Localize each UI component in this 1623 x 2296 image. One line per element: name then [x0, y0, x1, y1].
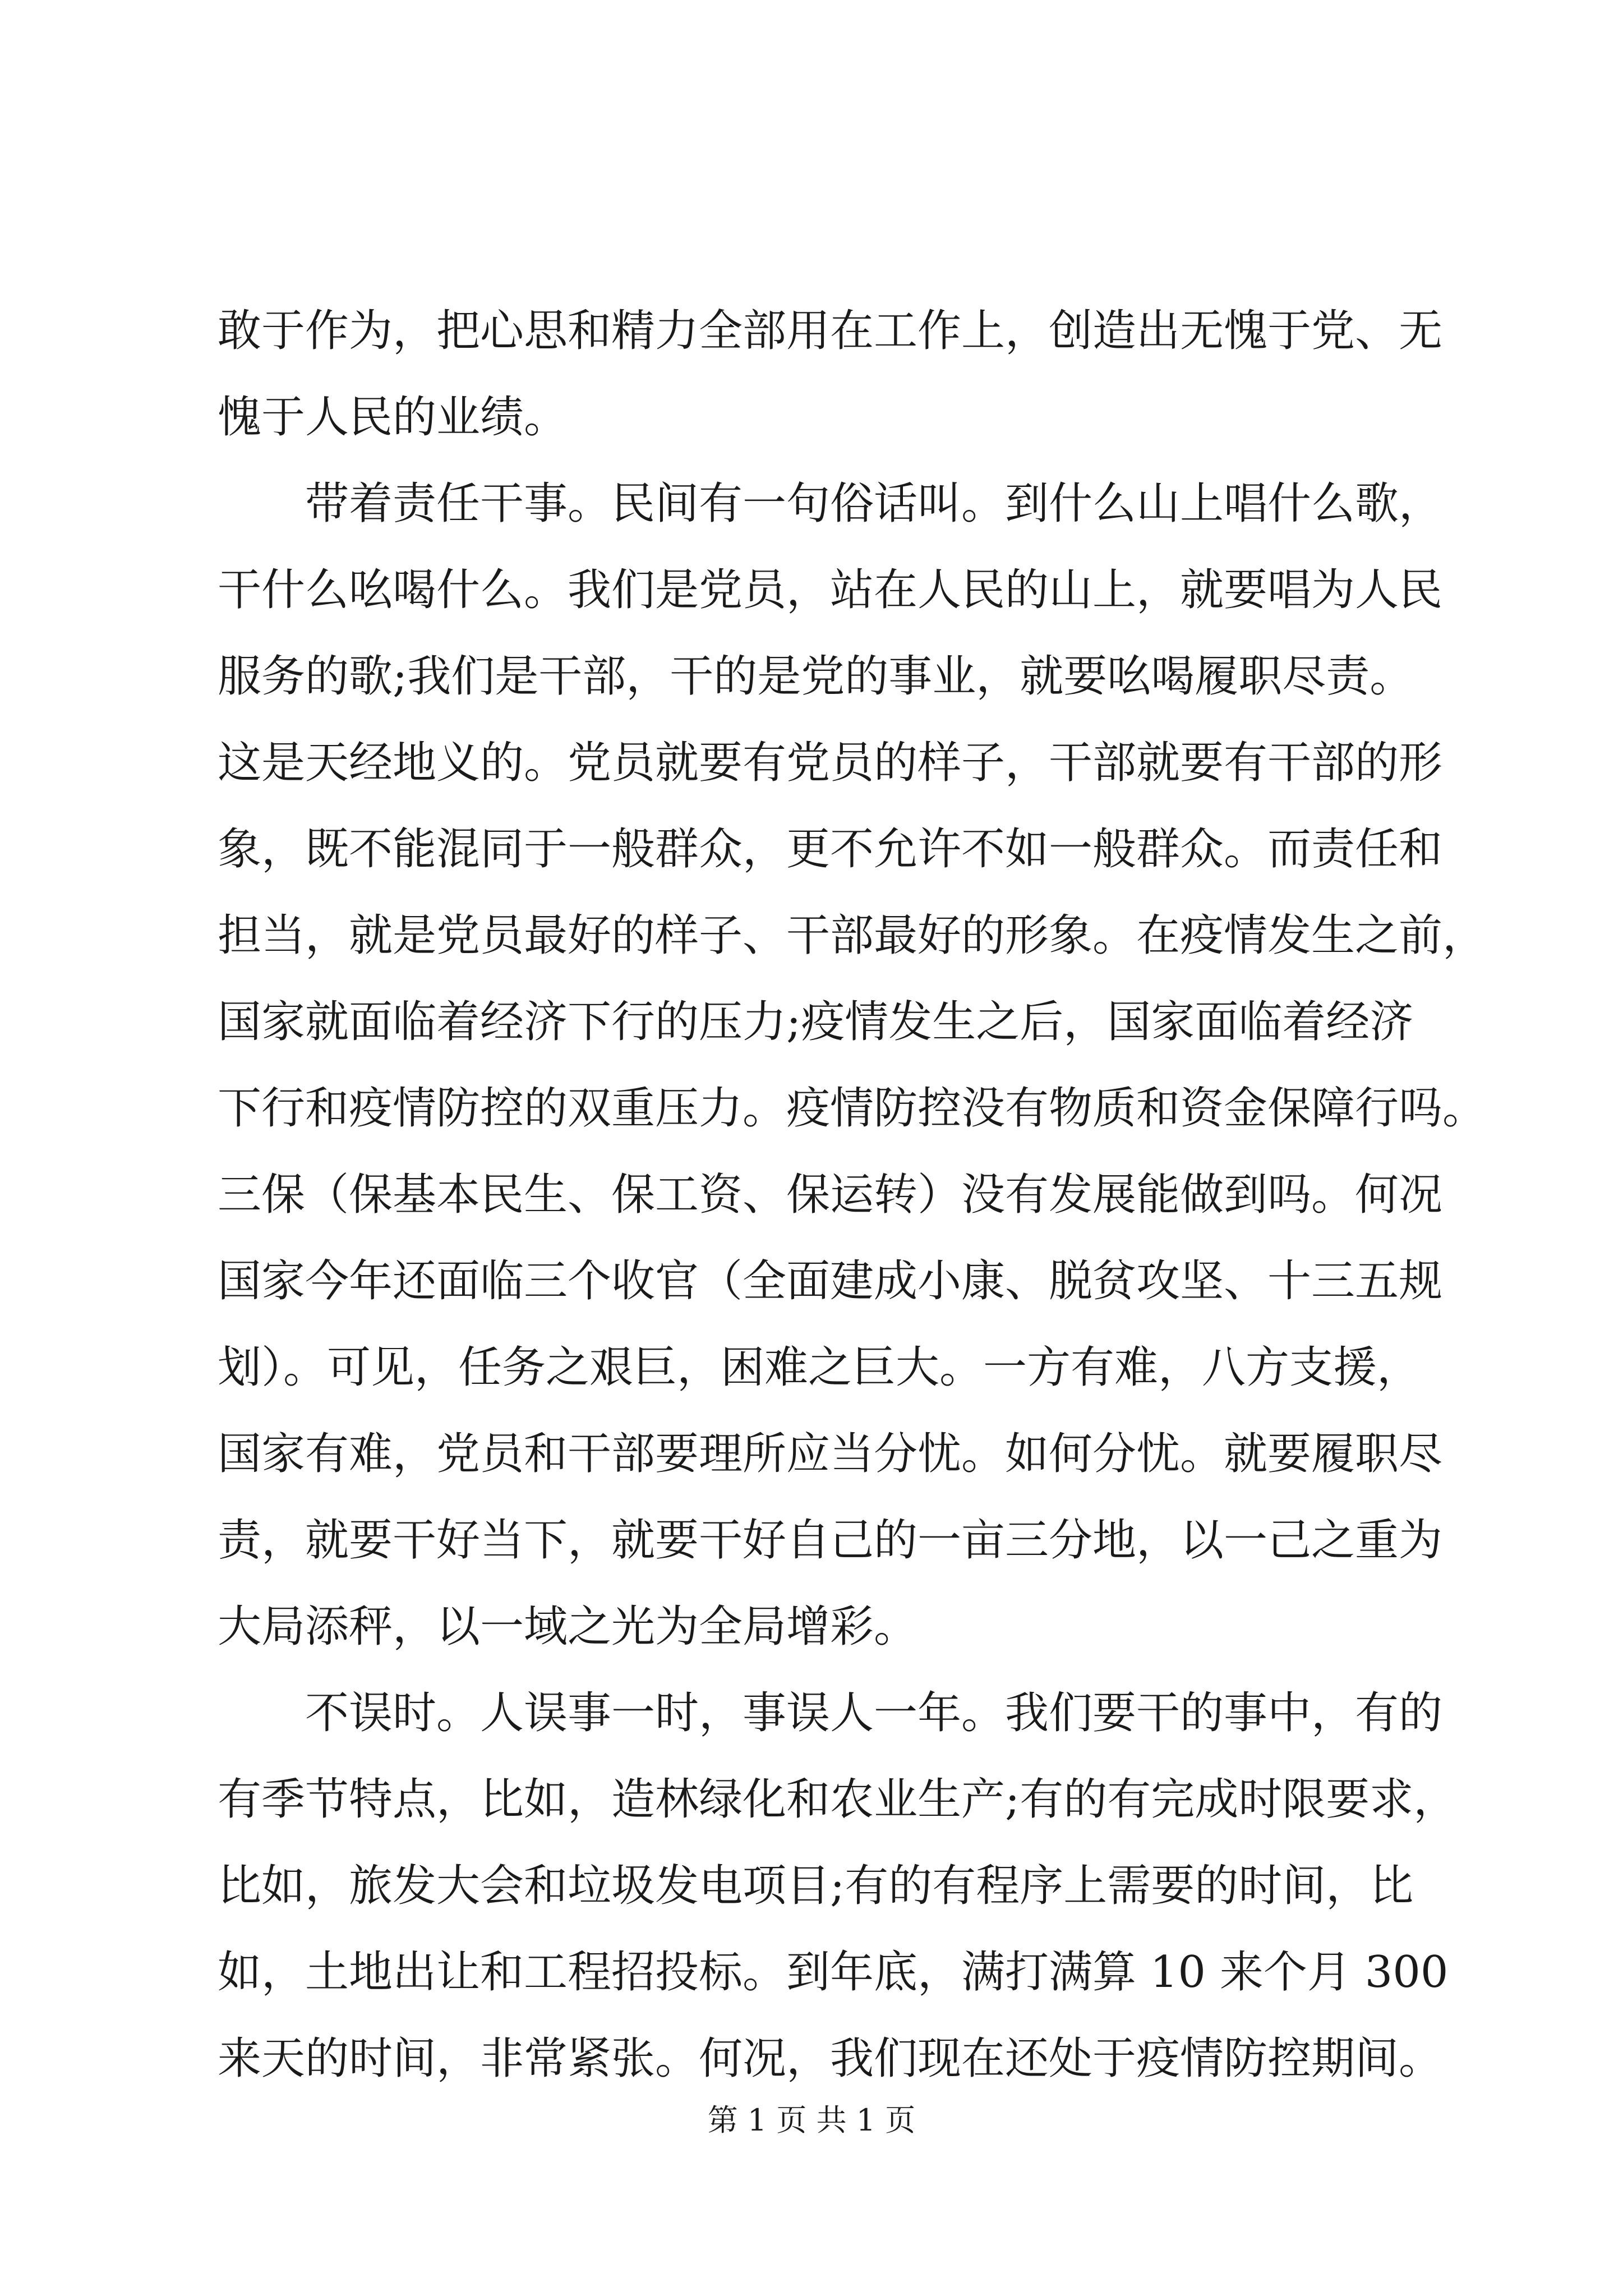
text-line-10: 下行和疫情防控的双重压力。疫情防控没有物质和资金保障行吗。: [218, 1083, 1487, 1134]
text-line-19: 比如，旅发大会和垃圾发电项目;有的有程序上需要的时间，比: [218, 1861, 1414, 1911]
paragraph-start-line-3: 带着责任干事。民间有一句俗话叫。到什么山上唱什么歌，: [305, 478, 1443, 529]
text-line-11: 三保（保基本民生、保工资、保运转）没有发展能做到吗。何况: [218, 1170, 1443, 1220]
text-line-15: 责，就要干好当下，就要干好自己的一亩三分地，以一己之重为: [218, 1515, 1443, 1566]
text-line-1: 敢于作为，把心思和精力全部用在工作上，创造出无愧于党、无: [218, 306, 1443, 356]
text-line-21: 来天的时间，非常紧张。何况，我们现在还处于疫情防控期间。: [218, 2033, 1443, 2084]
text-line-14: 国家有难，党员和干部要理所应当分忧。如何分忧。就要履职尽: [218, 1429, 1443, 1479]
text-line-5: 服务的歌;我们是干部，干的是党的事业，就要吆喝履职尽责。: [218, 651, 1414, 702]
paragraph-start-line-17: 不误时。人误事一时，事误人一年。我们要干的事中，有的: [305, 1688, 1443, 1738]
text-line-18: 有季节特点，比如，造林绿化和农业生产;有的有完成时限要求，: [218, 1774, 1458, 1825]
text-line-8: 担当，就是党员最好的样子、干部最好的形象。在疫情发生之前，: [218, 910, 1487, 961]
text-line-16: 大局添秤，以一域之光为全局增彩。: [218, 1602, 918, 1652]
text-line-2: 愧于人民的业绩。: [218, 392, 568, 443]
text-line-9: 国家就面临着经济下行的压力;疫情发生之后，国家面临着经济: [218, 997, 1414, 1047]
text-line-12: 国家今年还面临三个收官（全面建成小康、脱贫攻坚、十三五规: [218, 1256, 1443, 1306]
text-line-4: 干什么吆喝什么。我们是党员，站在人民的山上，就要唱为人民: [218, 565, 1443, 615]
text-line-7: 象，既不能混同于一般群众，更不允许不如一般群众。而责任和: [218, 824, 1443, 875]
text-line-20: 如，土地出让和工程招投标。到年底，满打满算 10 来个月 300: [218, 1947, 1449, 1998]
page-number-footer: 第 1 页 共 1 页: [707, 2102, 916, 2138]
text-line-13: 划）。可见，任务之艰巨，困难之巨大。一方有难，八方支援，: [218, 1342, 1421, 1393]
text-line-6: 这是天经地义的。党员就要有党员的样子，干部就要有干部的形: [218, 738, 1443, 788]
